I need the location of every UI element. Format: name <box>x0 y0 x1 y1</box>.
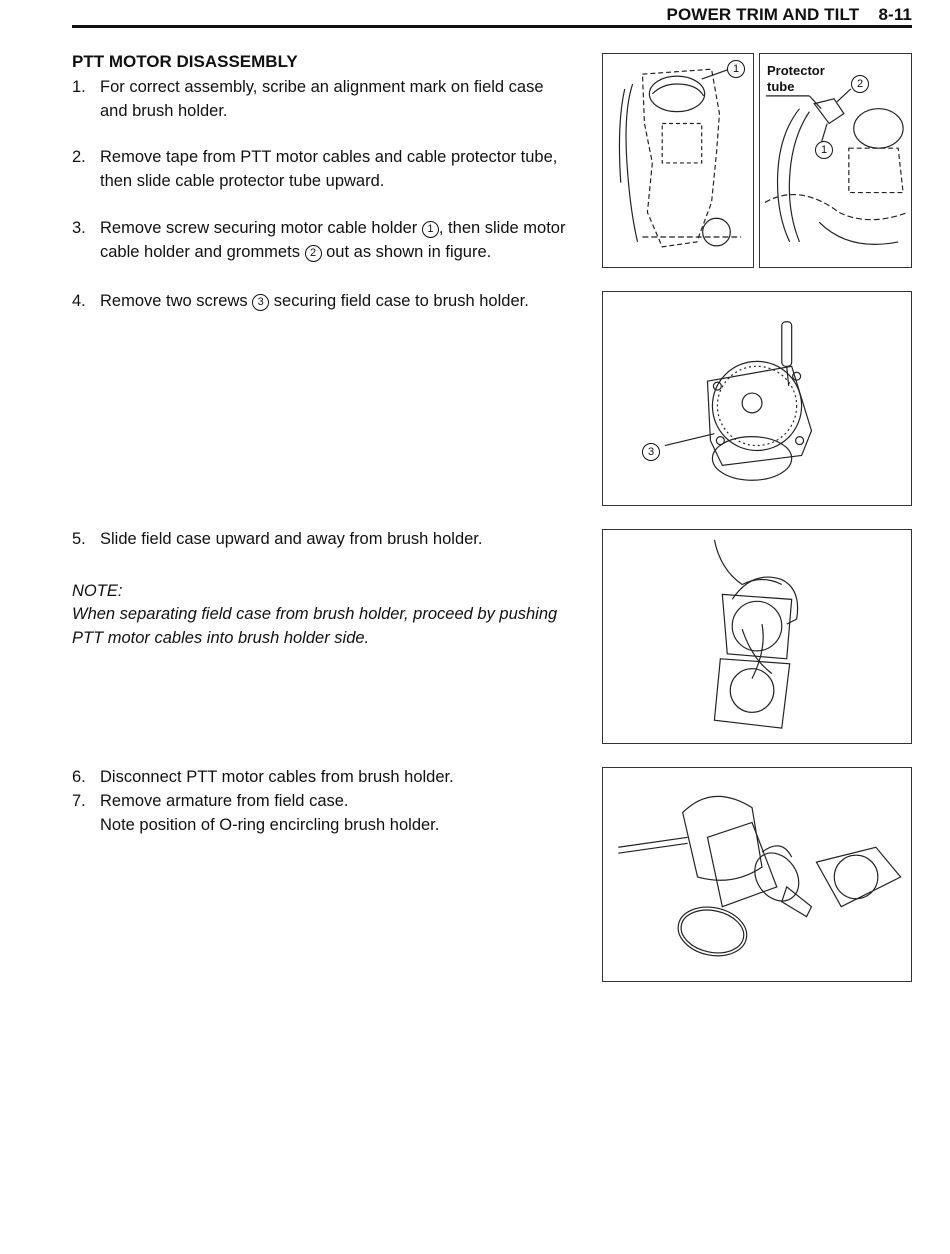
figure-callout: 3 <box>642 443 660 461</box>
callout-marker: 1 <box>422 221 439 238</box>
step-number: 7. <box>72 792 86 810</box>
step-text <box>100 216 575 264</box>
figure-protector-tube <box>759 53 912 268</box>
figure-separate-field-case <box>602 529 912 744</box>
step-number: 3. <box>72 219 86 237</box>
step-number: 2. <box>72 148 86 166</box>
step-number: 6. <box>72 768 86 786</box>
label-line: Protector <box>767 63 825 78</box>
step-text-part: securing field case to brush holder. <box>269 292 529 310</box>
step-text <box>100 789 575 837</box>
step-text: Disconnect PTT motor cables from brush holder. <box>100 768 454 786</box>
step-text: Remove tape from PTT motor cables and cable protector tube, then slide cable protector tube upward. <box>100 148 558 190</box>
step-number: 4. <box>72 292 86 310</box>
field-case-screws-drawing <box>603 292 911 505</box>
protector-tube-label <box>767 63 825 95</box>
motor-cable-holder-drawing <box>603 54 753 267</box>
figure-motor-cable-holder <box>602 53 754 268</box>
step-text: For correct assembly, scribe an alignment mark on field case and brush holder. <box>100 78 544 120</box>
step-text-part: Remove screw securing motor cable holder <box>100 219 422 237</box>
section-title: PTT MOTOR DISASSEMBLY <box>72 52 298 71</box>
figure-callout: 1 <box>815 141 833 159</box>
armature-removal-drawing <box>603 768 911 981</box>
step-number: 1. <box>72 78 86 96</box>
step-text: Slide field case upward and away from brush holder. <box>100 530 483 548</box>
callout-marker: 3 <box>252 294 269 311</box>
page-header <box>72 0 912 28</box>
figure-field-case-screws <box>602 291 912 506</box>
label-line: tube <box>767 79 795 94</box>
step-text-part: , then slide motor cable holder and grommets <box>100 219 566 261</box>
step-number: 5. <box>72 530 86 548</box>
step-text-part: out as shown in figure. <box>321 243 492 261</box>
page-number: 8-11 <box>878 5 912 24</box>
figure-callout: 1 <box>727 60 745 78</box>
step-text <box>100 289 575 313</box>
note-text: When separating field case from brush holder, proceed by pushing PTT motor cables into brush holder side. <box>72 605 558 647</box>
separate-field-case-drawing <box>603 530 911 743</box>
section-name: POWER TRIM AND TILT <box>666 5 860 24</box>
figure-callout: 2 <box>851 75 869 93</box>
step-text-part: Remove two screws <box>100 292 253 310</box>
note-label: NOTE: <box>72 582 123 600</box>
callout-marker: 2 <box>305 245 322 262</box>
header-title <box>667 5 912 25</box>
step-text-line: Note position of O-ring encircling brush holder. <box>100 816 440 834</box>
step-text-line: Remove armature from field case. <box>100 792 349 810</box>
figure-armature-removal <box>602 767 912 982</box>
